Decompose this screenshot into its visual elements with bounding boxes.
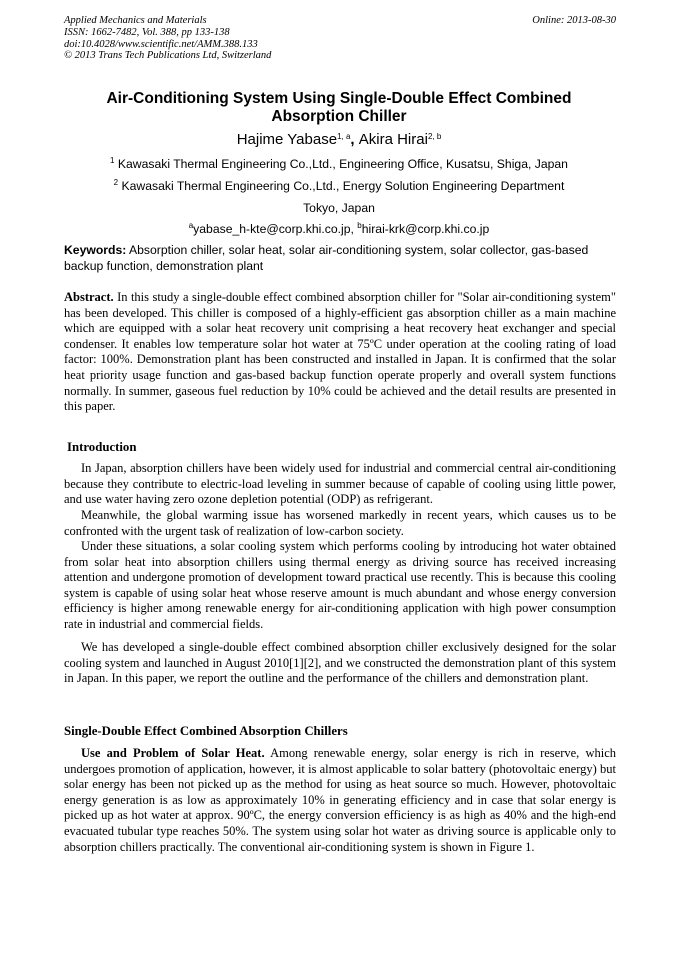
intro-paragraph-4: We has developed a single-double effect combined absorption chiller exclusively designed for the solar cooling system and launched in August 2010[1][2], and we constructed the demonstration plant of this system in Japan. In this paper, we report the outline and the performance of the chillers and demonstration plant. (64, 640, 616, 686)
author-2-marker: 2, b (427, 132, 442, 141)
abstract-text: In this study a single-double effect combined absorption chiller for "Solar air-conditioning system" has been developed. This chiller is composed of a highly-efficient gas absorption chiller as a main machine which are equipped with a solar heat recovery unit comprising a heat recovery heat exchanger and special condenser. It enables low temperature solar hot water at 75ºC under operation at the cooling rating of load factor: 100%. Demonstration plant has been constructed and installed in Japan. It is confirmed that the solar heat priority usage function and gas-based backup function operate properly and overall system functions normally. In summer, gaseous fuel reduction by 10% could be achieved and the detail results are presented in this paper. (64, 290, 616, 414)
affiliation-2-marker: 2 (113, 178, 119, 187)
email-b: hirai-krk@corp.khi.co.jp (361, 222, 490, 236)
author-separator: , (350, 131, 359, 148)
intro-paragraph-1: In Japan, absorption chillers have been widely used for industrial and commercial central air-conditioning because they contribute to electric-load leveling in summer because of capable of cooling using little power, and use water having zero ozone depletion potential (ODP) as refrigerant. (64, 461, 616, 507)
section2-paragraph-1 (64, 746, 616, 855)
intro-paragraph-3: Under these situations, a solar cooling system which performs cooling by introducing hot water obtained from solar heat into absorption chillers using thermal energy as driving source has received increasing attention and undergone promotion of development toward practical use recently. This is because this cooling system is capable of using solar heat whose reserve amount is much abundant and whose energy conversion efficiency is higher among renewable energy for air-conditioning application with high power consumption rate in industrial and commercial fields. (64, 539, 616, 631)
abstract (64, 290, 616, 415)
section2-paragraph-1-text: Among renewable energy, solar energy is rich in reserve, which undergoes promotion of application, however, it is almost applicable to solar battery (photovoltaic energy) but solar energy has been not picked up as the method for using as heat source so much. However, photovoltaic energy generation is as low as approximately 10% in generating efficiency and in case that solar energy is picked up as hot water at approx. 90ºC, the energy conversion efficiency is as high as 40% and the high-end evacuated tubular type reaches 50%. The system using solar hot water as driving source is applicable only to absorption chillers practically. The conventional air-conditioning system is shown in Figure 1. (64, 746, 617, 854)
journal-name: Applied Mechanics and Materials (64, 15, 207, 26)
keywords (64, 243, 616, 274)
author-list (64, 131, 614, 149)
journal-header (64, 15, 616, 62)
journal-issn: ISSN: 1662-7482, Vol. 388, pp 133-138 (64, 26, 230, 38)
journal-doi: doi:10.4028/www.scientific.net/AMM.388.133 (64, 38, 258, 50)
affiliation-1 (64, 157, 614, 172)
author-emails (64, 222, 614, 237)
email-a-marker: a (188, 221, 194, 230)
affiliation-2 (64, 179, 614, 194)
keywords-text: Absorption chiller, solar heat, solar air-conditioning system, solar collector, gas-based backup function, demonstration plant (64, 243, 589, 273)
paper-title (64, 90, 614, 126)
paper-title-line-2: Absorption Chiller (271, 108, 407, 125)
paper-title-line-1: Air-Conditioning System Using Single-Double Effect Combined (106, 90, 572, 107)
affiliation-1-text: Kawasaki Thermal Engineering Co.,Ltd., Engineering Office, Kusatsu, Shiga, Japan (114, 157, 568, 171)
email-a: yabase_h-kte@corp.khi.co.jp, (193, 222, 358, 236)
intro-paragraph-2: Meanwhile, the global warming issue has worsened markedly in recent years, which causes us to be confronted with the urgent task of realization of low-carbon society. (64, 508, 616, 538)
email-b-marker: b (357, 221, 362, 230)
affiliation-2-text: Kawasaki Thermal Engineering Co.,Ltd., Energy Solution Engineering Department (118, 179, 565, 193)
keywords-label: Keywords: (64, 243, 127, 257)
affiliation-1-marker: 1 (110, 156, 115, 165)
author-1-name: Hajime Yabase (236, 131, 338, 148)
affiliation-2-city: Tokyo, Japan (303, 201, 375, 215)
section2-paragraph-1-label: Use and Problem of Solar Heat. (81, 746, 265, 760)
author-2-name: Akira Hirai (358, 131, 428, 148)
online-date: Online: 2013-08-30 (532, 15, 616, 26)
journal-copyright: © 2013 Trans Tech Publications Ltd, Switzerland (64, 50, 272, 62)
abstract-label: Abstract. (64, 290, 114, 304)
author-1-marker: 1, a (337, 132, 351, 141)
section-heading-introduction: Introduction (67, 440, 137, 454)
section-heading-absorption-chillers: Single-Double Effect Combined Absorption Chillers (64, 724, 348, 738)
